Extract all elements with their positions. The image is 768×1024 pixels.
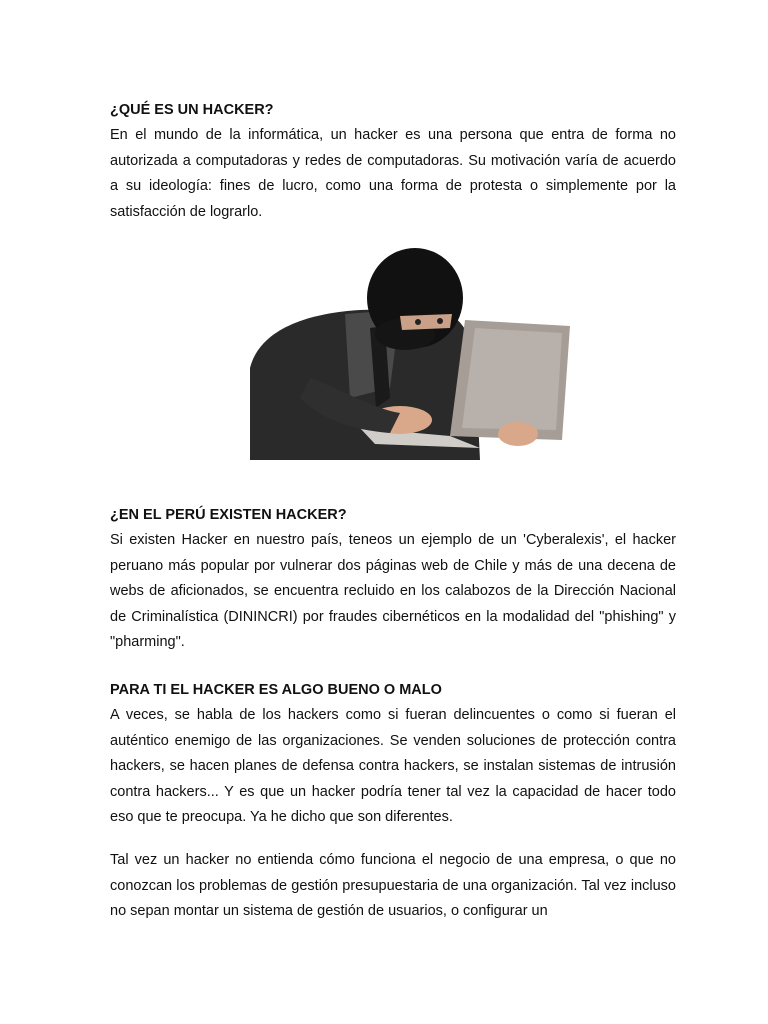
section-heading: PARA TI EL HACKER ES ALGO BUENO O MALO bbox=[110, 682, 442, 698]
section-heading: ¿EN EL PERÚ EXISTEN HACKER? bbox=[110, 507, 347, 523]
section-paragraph: Tal vez un hacker no entienda cómo funciona el negocio de una empresa, o que no conozcan los problemas de gestión presupuestaria de una organización. Tal vez incluso no sepan montar un sistema de gestión de usuarios, o configurar un bbox=[110, 851, 676, 920]
section-paragraph: Si existen Hacker en nuestro país, teneos un ejemplo de un 'Cyberalexis', el hacker peruano más popular por vulnerar dos páginas web de Chile y más de una decena de webs de aficionados, se encuentra recluido en los calabozos de la Dirección Nacional de Criminalística (DININCRI) por fraudes cibernéticos en la modalidad del "phishing" y "pharming". bbox=[110, 532, 676, 651]
section-paragraph: A veces, se habla de los hackers como si fueran delincuentes o como si fueran el auténtico enemigo de las organizaciones. Se venden soluciones de protección contra hackers, se hacen planes de defensa contra hackers, se instalan sistemas de intrusión contra hackers... Y es que un hacker podría tener tal vez la capacidad de hacer todo eso que te preocupa. Ya he dicho que son diferentes. bbox=[110, 707, 676, 826]
hacker-with-laptop-image bbox=[250, 248, 580, 460]
section-what-is-hacker bbox=[110, 98, 676, 225]
section-paragraph: En el mundo de la informática, un hacker es una persona que entra de forma no autorizada a computadoras y redes de computadoras. Su motivación varía de acuerdo a su ideología: fines de lucro, como una forma de protesta o simplemente por la satisfacción de lograrlo. bbox=[110, 127, 676, 220]
section-heading: ¿QUÉ ES UN HACKER? bbox=[110, 102, 274, 118]
section-peru-hackers bbox=[110, 503, 676, 656]
hacker-illustration bbox=[250, 248, 580, 460]
section-good-or-bad bbox=[110, 678, 676, 925]
